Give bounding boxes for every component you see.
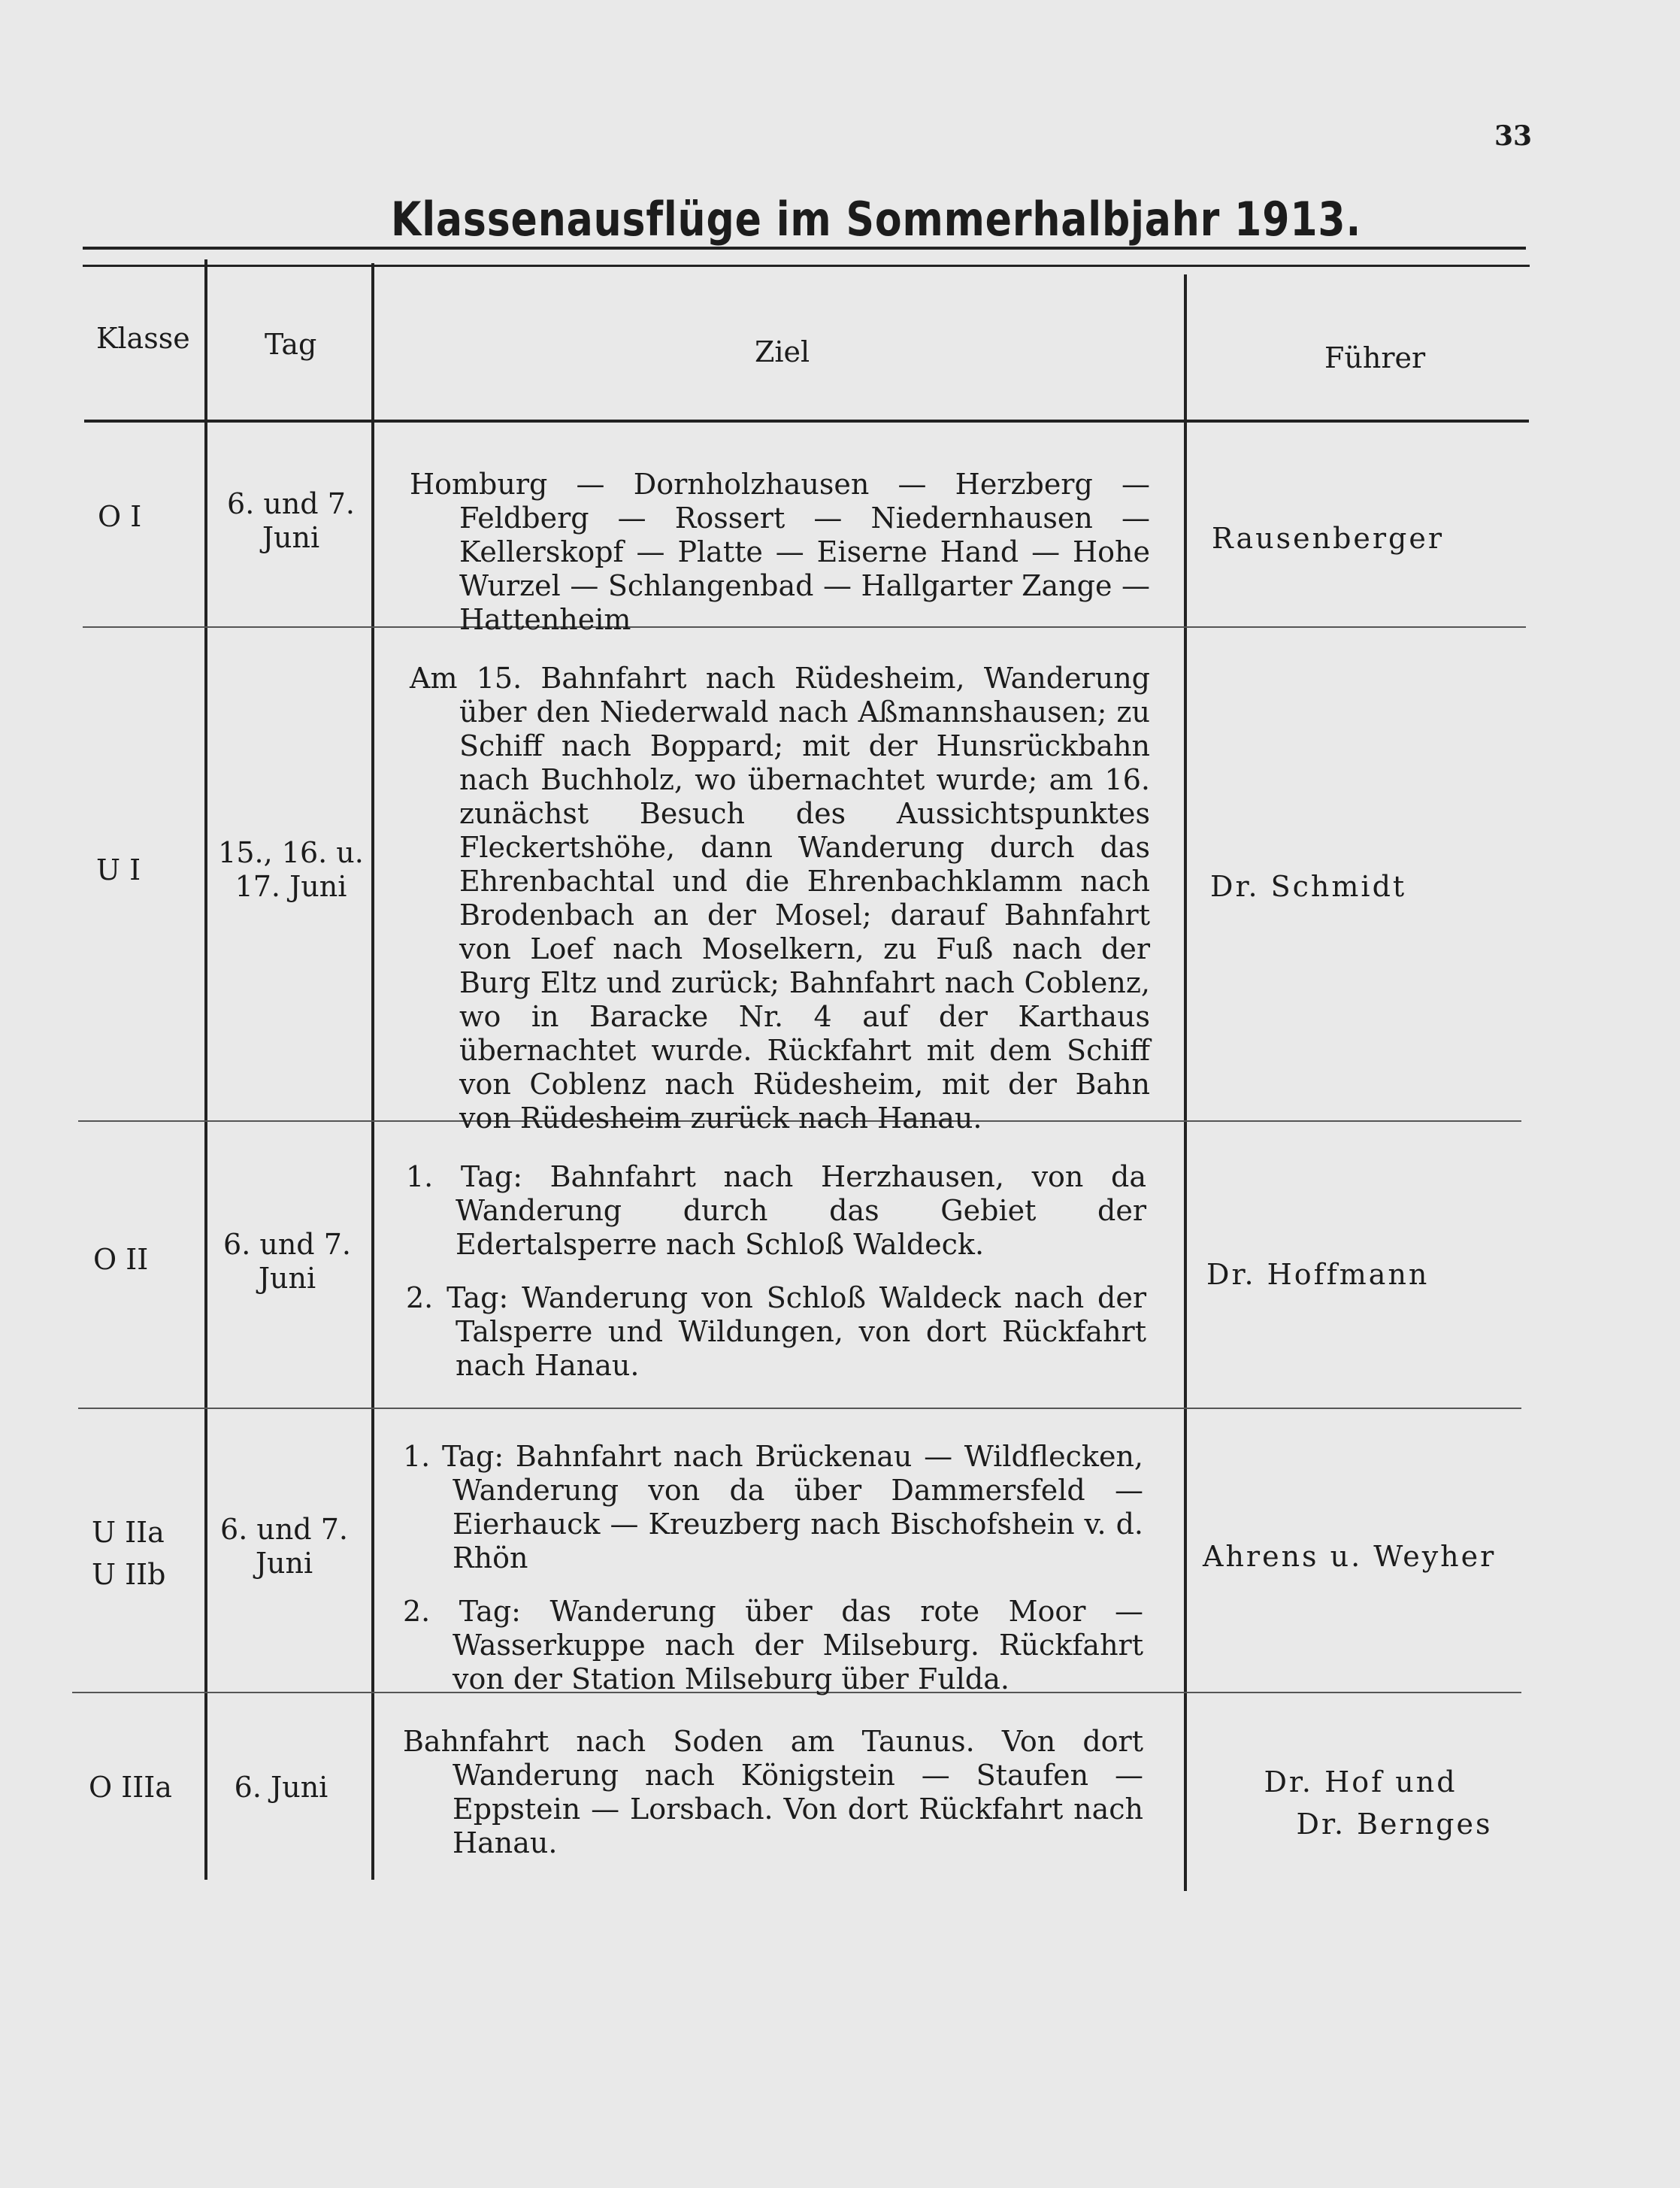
row-fuehrer: Dr. Hoffmann <box>1206 1258 1430 1291</box>
row-klasse-line: U IIb <box>92 1558 166 1591</box>
page-number: 33 <box>1494 120 1533 152</box>
row-tag-line: 17. Juni <box>235 870 347 903</box>
ziel-paragraph: 1. Tag: Bahnfahrt nach Herzhausen, von da Wanderung durch das Gebiet der Edertalsperre nach Schloß Waldeck. <box>406 1160 1146 1261</box>
row-klasse-line: U IIa <box>92 1516 165 1549</box>
column-divider <box>204 259 207 1880</box>
header-rule <box>84 420 1529 423</box>
row-fuehrer <box>1195 1761 1526 1845</box>
row-tag-line: 6. und 7. <box>223 1228 351 1261</box>
row-tag-line: 6. Juni <box>234 1771 328 1804</box>
row-klasse: O II <box>93 1243 149 1276</box>
row-tag <box>201 1771 361 1805</box>
row-tag-line: Juni <box>258 1262 316 1295</box>
ziel-paragraph: 1. Tag: Bahnfahrt nach Brückenau — Wildflecken, Wanderung von da über Dammersfeld — Eierhauck — Kreuzberg nach Bischofshein v. d. Rhön <box>403 1440 1143 1574</box>
column-divider <box>1184 274 1187 1891</box>
header-klasse: Klasse <box>96 322 190 355</box>
row-ziel <box>410 662 1150 1135</box>
row-fuehrer: Ahrens u. Weyher <box>1203 1540 1497 1573</box>
page-title: Klassenausflüge im Sommerhalbjahr 1913. <box>391 192 1362 247</box>
title-rule-2 <box>83 265 1530 267</box>
ziel-paragraph: Bahnfahrt nach Soden am Taunus. Von dort Wanderung nach Königstein — Staufen — Eppstein — Lorsbach. Von dort Rückfahrt nach Hanau. <box>403 1725 1143 1859</box>
header-ziel: Ziel <box>755 335 810 368</box>
row-tag <box>207 1228 367 1296</box>
row-fuehrer-line: Dr. Hof und <box>1264 1765 1458 1799</box>
row-ziel <box>406 1160 1146 1383</box>
row-tag-line: Juni <box>255 1547 313 1580</box>
row-separator <box>78 1408 1521 1409</box>
row-tag-line: Juni <box>262 521 320 554</box>
title-rule <box>83 247 1526 250</box>
row-tag-line: 15., 16. u. <box>218 836 364 869</box>
row-fuehrer: Rausenberger <box>1212 522 1445 555</box>
column-divider <box>371 263 374 1880</box>
row-klasse <box>92 1511 165 1596</box>
ziel-paragraph: 2. Tag: Wanderung von Schloß Waldeck nach der Talsperre und Wildungen, von dort Rückfahrt nach Hanau. <box>406 1281 1146 1382</box>
row-klasse: O I <box>98 500 142 533</box>
ziel-paragraph: Homburg — Dornholzhausen — Herzberg — Feldberg — Rossert — Niedernhausen — Kellerskopf — Platte — Eiserne Hand — Hohe Wurzel — Schlangenbad — Hallgarter Zange — Hattenheim <box>410 468 1150 636</box>
row-fuehrer-line: Dr. Bernges <box>1296 1808 1493 1841</box>
row-tag <box>212 487 370 555</box>
row-fuehrer: Dr. Schmidt <box>1210 870 1407 903</box>
ziel-paragraph: 2. Tag: Wanderung über das rote Moor — Wasserkuppe nach der Milseburg. Rückfahrt von der Station Milseburg über Fulda. <box>403 1595 1143 1696</box>
header-tag: Tag <box>265 328 317 361</box>
header-fuehrer: Führer <box>1324 341 1426 374</box>
row-ziel <box>403 1440 1143 1696</box>
row-tag <box>204 1513 364 1580</box>
row-ziel <box>403 1725 1143 1860</box>
row-tag-line: 6. und 7. <box>227 487 355 520</box>
row-klasse: O IIIa <box>89 1771 172 1804</box>
row-klasse: U I <box>96 853 141 886</box>
row-tag <box>212 836 370 904</box>
row-ziel <box>410 468 1150 637</box>
row-tag-line: 6. und 7. <box>220 1513 348 1546</box>
ziel-paragraph: Am 15. Bahnfahrt nach Rüdesheim, Wanderung über den Niederwald nach Aßmannshausen; zu Schiff nach Boppard; mit der Hunsrückbahn nach Buchholz, wo übernachtet wurde; am 16. zunächst Besuch des Aussichtspunktes Fleckertshöhe, dann Wanderung durch das Ehrenbachtal und die Ehrenbachklamm nach Brodenbach an der Mosel; darauf Bahnfahrt von Loef nach Moselkern, zu Fuß nach der Burg Eltz und zurück; Bahnfahrt nach Coblenz, wo in Baracke Nr. 4 auf der Karthaus übernachtet wurde. Rückfahrt mit dem Schiff von Coblenz nach Rüdesheim, mit der Bahn von Rüdesheim zurück nach Hanau. <box>410 662 1150 1135</box>
